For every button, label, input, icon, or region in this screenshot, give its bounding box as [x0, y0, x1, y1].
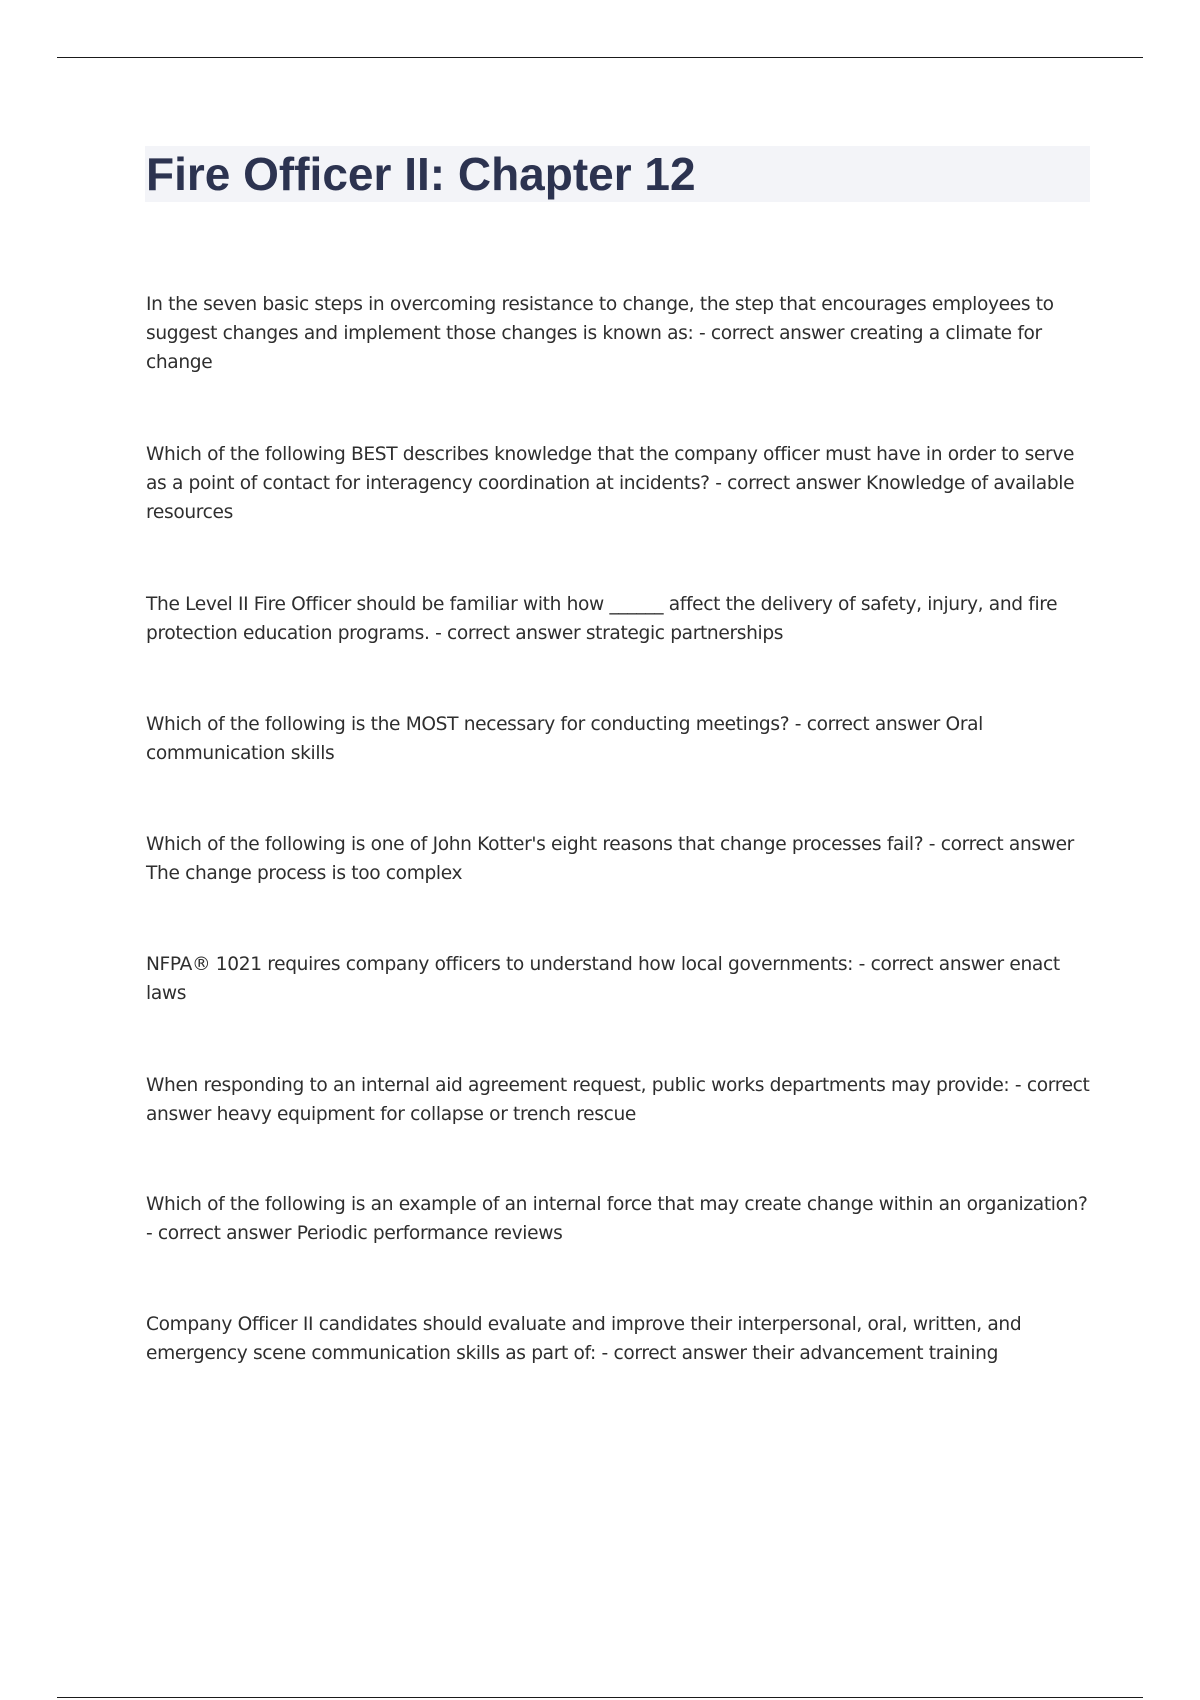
- qa-item: In the seven basic steps in overcoming resistance to change, the step that encourages employees to suggest changes and implement those changes is known as: - correct answer creating a climate for change: [146, 294, 1054, 373]
- qa-item: Which of the following is an example of an internal force that may create change within an organization? - correct answer Periodic performance reviews: [146, 1194, 1088, 1244]
- top-rule: [57, 57, 1143, 58]
- qa-item: Which of the following is the MOST necessary for conducting meetings? - correct answer Oral communication skills: [146, 714, 983, 764]
- bottom-rule: [57, 1697, 1143, 1698]
- qa-item: Company Officer II candidates should evaluate and improve their interpersonal, oral, written, and emergency scene communication skills as part of: - correct answer their advancement training: [146, 1314, 1022, 1364]
- qa-item: NFPA® 1021 requires company officers to understand how local governments: - correct answer enact laws: [146, 954, 1060, 1004]
- qa-item: The Level II Fire Officer should be familiar with how ______ affect the delivery of safety, injury, and fire protection education programs. - correct answer strategic partnerships: [146, 594, 1058, 644]
- qa-item: Which of the following is one of John Kotter's eight reasons that change processes fail? - correct answer The change process is too complex: [146, 834, 1074, 884]
- page-title: Fire Officer II: Chapter 12: [146, 148, 696, 200]
- qa-item: When responding to an internal aid agreement request, public works departments may provide: - correct answer heavy equipment for collapse or trench rescue: [146, 1075, 1090, 1125]
- qa-item: Which of the following BEST describes knowledge that the company officer must have in order to serve as a point of contact for interagency coordination at incidents? - correct answer Knowledge of available resources: [146, 444, 1075, 523]
